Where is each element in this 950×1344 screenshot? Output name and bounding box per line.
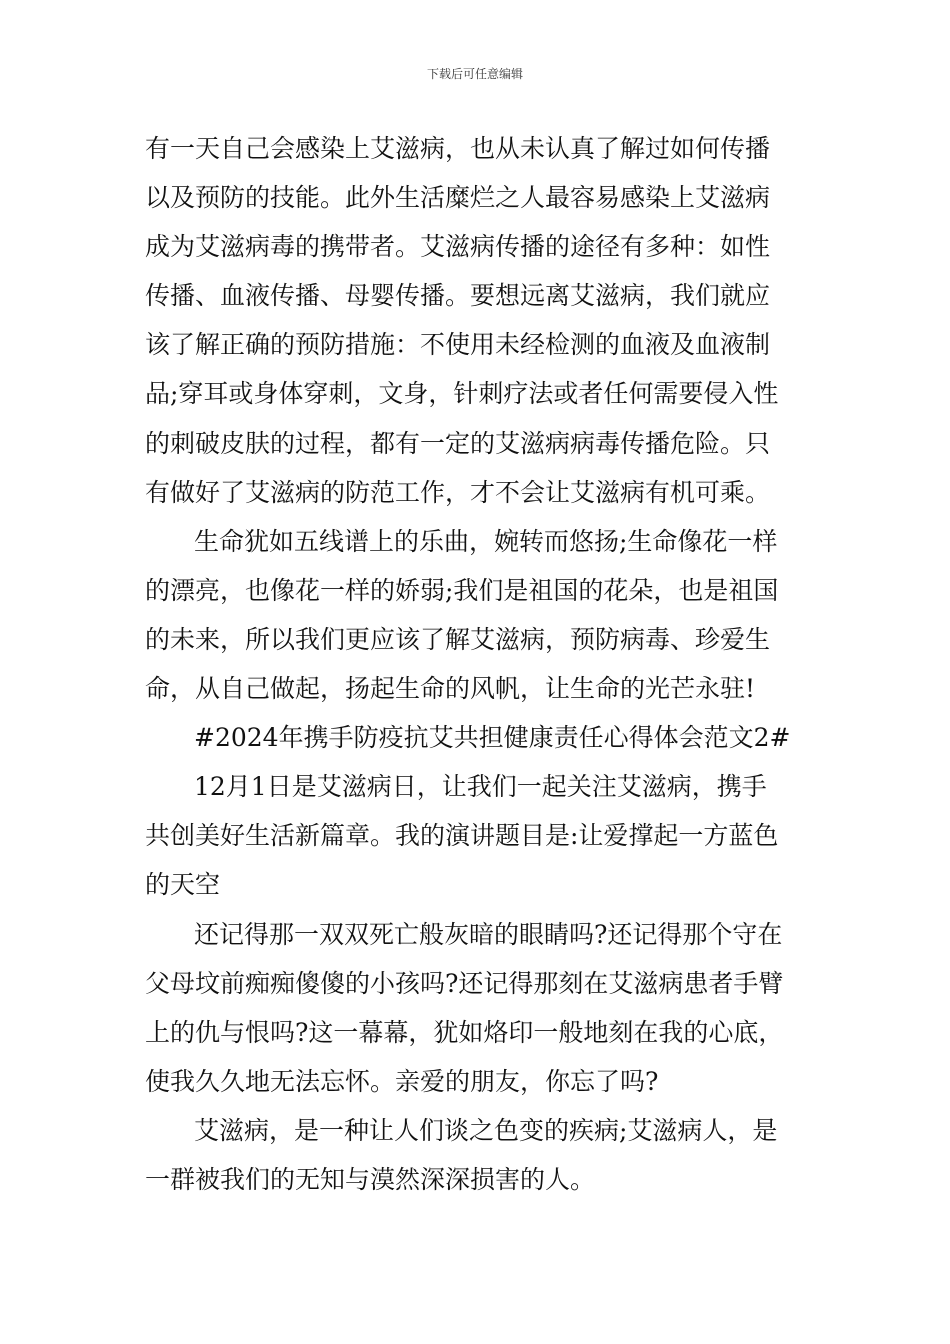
text-line: 的未来，所以我们更应该了解艾滋病，预防病毒、珍爱生 (145, 624, 771, 654)
text-line: 生命犹如五线谱上的乐曲，婉转而悠扬;生命像花一样 (194, 526, 778, 556)
page-header: 下载后可任意编辑 (426, 67, 523, 81)
text-line: 上的仇与恨吗?这一幕幕，犹如烙印一般地刻在我的心底， (145, 1017, 784, 1047)
text-line: 品;穿耳或身体穿刺，文身，针刺疗法或者任何需要侵入性 (145, 379, 779, 409)
text-line: 有一天自己会感染上艾滋病，也从未认真了解过如何传播 (145, 134, 771, 163)
text-line: 12月1日是艾滋病日，让我们一起关注艾滋病，携手 (194, 772, 767, 802)
text-line: 以及预防的技能。此外生活糜烂之人最容易感染上艾滋病 (145, 183, 771, 213)
text-line: #2024年携手防疫抗艾共担健康责任心得体会范文2# (194, 723, 791, 753)
document-body (145, 124, 809, 1204)
text-line: 还记得那一双双死亡般灰暗的眼睛吗?还记得那个守在 (194, 919, 783, 949)
text-line: 命，从自己做起，扬起生命的风帆，让生命的光芒永驻! (145, 674, 756, 704)
text-line: 传播、血液传播、母婴传播。要想远离艾滋病，我们就应 (145, 281, 771, 311)
text-line: 使我久久地无法忘怀。亲爱的朋友，你忘了吗? (145, 1066, 659, 1096)
text-line: 有做好了艾滋病的防范工作，才不会让艾滋病有机可乘。 (145, 477, 771, 507)
text-line: 艾滋病，是一种让人们谈之色变的疾病;艾滋病人，是 (194, 1115, 778, 1145)
text-line: 该了解正确的预防措施：不使用未经检测的血液及血液制 (145, 330, 771, 360)
text-line: 共创美好生活新篇章。我的演讲题目是:让爱撑起一方蓝色 (145, 821, 779, 851)
text-line: 成为艾滋病毒的携带者。艾滋病传播的途径有多种：如性 (145, 232, 771, 262)
text-line: 的漂亮，也像花一样的娇弱;我们是祖国的花朵，也是祖国 (145, 575, 779, 605)
text-line: 的天空 (145, 870, 221, 900)
text-line: 一群被我们的无知与漠然深深损害的人。 (145, 1164, 596, 1194)
text-line: 父母坟前痴痴傻傻的小孩吗?还记得那刻在艾滋病患者手臂 (145, 968, 784, 998)
text-line: 的刺破皮肤的过程，都有一定的艾滋病病毒传播危险。只 (145, 428, 771, 458)
